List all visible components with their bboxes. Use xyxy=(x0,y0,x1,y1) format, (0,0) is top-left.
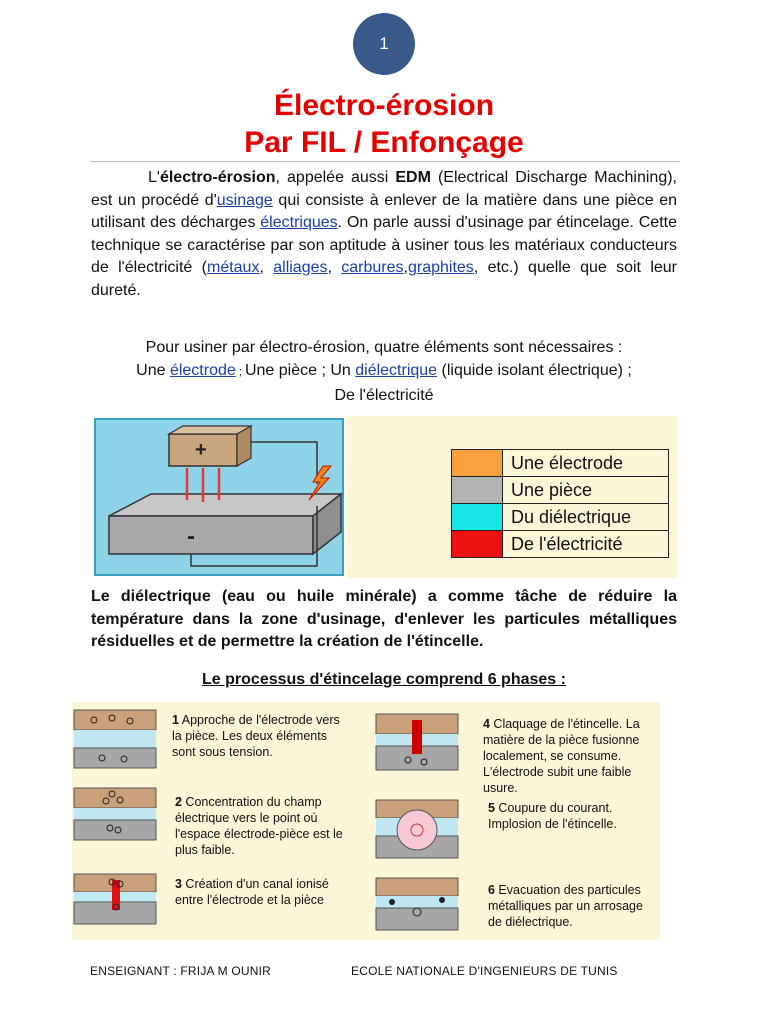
phase-5-illustration xyxy=(376,800,458,858)
legend-label: Une électrode xyxy=(503,450,669,477)
intro-text: , xyxy=(327,259,342,276)
process-title: Le processus d'étincelage comprend 6 phases : xyxy=(202,671,566,688)
intro-text: L' xyxy=(148,169,160,186)
phase-2 xyxy=(175,794,355,858)
intro-text: , xyxy=(403,259,408,276)
phase-2-illustration xyxy=(74,788,156,840)
intro-text: , etc.) quelle que soit leur dureté. xyxy=(91,259,678,299)
negative-sign: - xyxy=(187,523,195,550)
elements-text: Une xyxy=(136,362,170,379)
phase-1-illustration xyxy=(74,710,156,768)
legend-row xyxy=(452,504,669,531)
edm-diagram xyxy=(91,416,346,578)
link-metaux[interactable]: métaux xyxy=(206,259,260,276)
link-carbures[interactable]: carbures xyxy=(341,259,404,276)
elements-text: (liquide isolant électrique) ; xyxy=(437,362,632,379)
link-graphites[interactable]: graphites xyxy=(407,259,474,276)
legend-label: De l'électricité xyxy=(503,531,669,558)
page-number: 1 xyxy=(379,34,389,53)
elements-list xyxy=(80,359,688,384)
dielectric-paragraph: Le diélectrique (eau ou huile minérale) a comme tâche de réduire la température dans la zone d'usinage, d'enlever les particules métalliques résiduelles et de permettre la création de l'étincelle. xyxy=(91,588,677,650)
edm-setup-illustration xyxy=(91,416,346,578)
phase-number: 2 xyxy=(175,795,182,809)
edm-elements-figure xyxy=(91,416,678,578)
phase-number: 1 xyxy=(172,713,179,727)
phase-text: Evacuation des particules métalliques par un arrosage de diélectrique. xyxy=(488,883,643,929)
legend-swatch xyxy=(452,450,503,477)
intro-text: , xyxy=(259,259,274,276)
phase-text: Claquage de l'étincelle. La matière de la pièce fusionne localement, se consume. L'électrode subit une faible usure. xyxy=(483,717,640,795)
link-usinage[interactable]: usinage xyxy=(216,191,273,209)
phase-number: 6 xyxy=(488,883,495,897)
page-number-badge xyxy=(353,13,415,75)
title-divider xyxy=(90,161,680,162)
legend-swatch xyxy=(452,531,503,558)
link-alliages[interactable]: alliages xyxy=(273,259,328,276)
term-electro-erosion: électro-érosion xyxy=(159,169,276,186)
phase-5 xyxy=(488,800,658,832)
phase-4-illustration xyxy=(376,714,458,770)
term-edm: EDM xyxy=(395,169,431,186)
phase-6 xyxy=(488,882,658,930)
legend-row xyxy=(452,450,669,477)
intro-paragraph xyxy=(91,167,677,302)
phase-number: 3 xyxy=(175,877,182,891)
phase-3-illustration xyxy=(74,874,156,924)
elements-legend xyxy=(451,449,669,558)
phase-number: 5 xyxy=(488,801,495,815)
page-subtitle: Par FIL / Enfonçage xyxy=(244,126,524,159)
legend-row xyxy=(452,531,669,558)
legend-row xyxy=(452,477,669,504)
phase-number: 4 xyxy=(483,717,490,731)
link-dielectrique[interactable]: diélectrique xyxy=(355,362,438,379)
legend-label: Du diélectrique xyxy=(503,504,669,531)
intro-text: (Electrical Discharge Machining), est un procédé d' xyxy=(91,169,677,209)
intro-text: . On parle aussi d'usinage par étincelage. Cette technique se caractérise par son aptitude à usiner tous les matériaux conducteurs de l'électricité ( xyxy=(91,214,677,276)
footer-teacher: ENSEIGNANT : FRIJA M OUNIR xyxy=(90,964,271,978)
phase-text: Création d'un canal ionisé entre l'électrode et la pièce xyxy=(175,877,329,907)
intro-text: , appelée aussi xyxy=(275,169,396,186)
link-electriques[interactable]: électriques xyxy=(260,214,338,231)
sparking-phases-figure xyxy=(72,702,660,940)
legend-label: Une pièce xyxy=(503,477,669,504)
elements-intro: Pour usiner par électro-érosion, quatre éléments sont nécessaires : xyxy=(145,339,623,356)
phase-text: Concentration du champ électrique vers le point où l'espace électrode-pièce est le plus faible. xyxy=(175,795,343,857)
elements-last: De l'électricité xyxy=(334,387,434,404)
intro-text: qui consiste à enlever de la matière dans une pièce en utilisant des décharges xyxy=(91,191,678,231)
legend-swatch xyxy=(452,504,503,531)
phase-4 xyxy=(483,716,659,796)
link-electrode[interactable]: électrode xyxy=(169,362,236,379)
footer-school: ECOLE NATIONALE D'INGENIEURS DE TUNIS xyxy=(351,964,618,978)
elements-text: Une pièce ; Un xyxy=(244,362,356,379)
phase-text: Approche de l'électrode vers la pièce. Les deux éléments sont sous tension. xyxy=(172,713,340,759)
required-elements xyxy=(80,336,688,407)
phase-6-illustration xyxy=(376,878,458,930)
page-title: Électro-érosion xyxy=(273,89,495,122)
elements-separator: ; xyxy=(235,366,245,378)
positive-sign: + xyxy=(195,439,207,461)
phase-text: Coupure du courant. Implosion de l'étincelle. xyxy=(488,801,617,831)
legend-swatch xyxy=(452,477,503,504)
phase-3 xyxy=(175,876,355,908)
phase-1 xyxy=(172,712,352,760)
